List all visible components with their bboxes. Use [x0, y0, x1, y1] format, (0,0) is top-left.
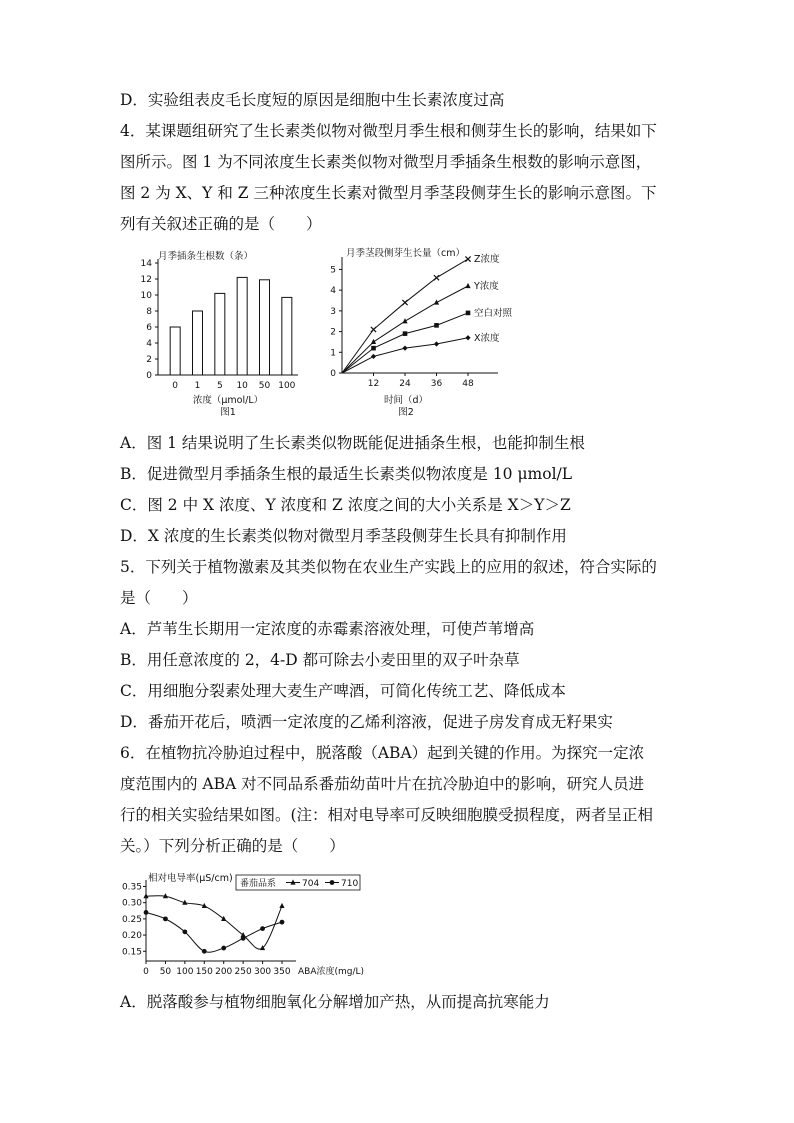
question-line: A．图 1 结果说明了生长素类似物既能促进插条生根，也能抑制生根	[120, 434, 585, 452]
data-point	[402, 346, 407, 351]
x-tick-label: 12	[367, 379, 380, 389]
line-chart-conductivity	[122, 872, 364, 977]
y-tick-label: 2	[330, 327, 336, 338]
series-label: Y浓度	[474, 281, 499, 292]
data-point	[465, 335, 470, 340]
bar	[215, 293, 225, 375]
x-tick-label: 50	[258, 381, 271, 391]
x-tick-label: 5	[216, 381, 223, 391]
series-line	[342, 286, 468, 373]
question-line: D．实验组表皮毛长度短的原因是细胞中生长素浓度过高	[120, 91, 505, 109]
legend-label: 704	[302, 879, 320, 889]
y-tick-label: 0	[330, 369, 336, 379]
figure-caption: 图2	[398, 407, 414, 418]
x-tick-label: 100	[176, 967, 194, 977]
x-tick-label: 50	[159, 967, 172, 977]
bar	[282, 297, 292, 375]
bar	[237, 277, 247, 375]
question-line: 图 2 为 X、Y 和 Z 三种浓度生长素对微型月季茎段侧芽生长的影响示意图。下	[120, 184, 657, 202]
data-point	[371, 327, 376, 332]
data-point	[163, 916, 168, 921]
x-tick-label: 0	[143, 967, 149, 977]
data-point	[241, 936, 246, 941]
figure-1-2	[120, 243, 520, 423]
data-point	[280, 920, 285, 925]
bar	[170, 327, 180, 375]
y-tick-label: 0	[146, 371, 152, 381]
question-line: 关。）下列分析正确的是（ ）	[120, 837, 345, 855]
series-label: Z浓度	[474, 254, 500, 266]
question-line: A．脱落酸参与植物细胞氧化分解增加产热，从而提高抗寒能力	[120, 993, 550, 1011]
x-tick-label: 350	[273, 967, 291, 977]
figure-caption: 图1	[220, 407, 236, 418]
x-axis-label: ABA浓度(mg/L)	[298, 967, 365, 977]
question-line: 图所示。图 1 为不同浓度生长素类似物对微型月季插条生根数的影响示意图，	[120, 153, 652, 171]
y-tick-label: 2	[146, 355, 152, 365]
question-line: A．芦苇生长期用一定浓度的赤霉素溶液处理，可使芦苇增高	[120, 620, 535, 638]
series-label: X浓度	[474, 332, 500, 344]
x-tick-label: 24	[399, 379, 411, 389]
question-line: D．X 浓度的生长素类似物对微型月季茎段侧芽生长具有抑制作用	[120, 527, 567, 545]
x-tick-label: 36	[430, 379, 443, 389]
legend-title: 番茄品系	[240, 879, 277, 889]
x-tick-label: 0	[172, 381, 179, 391]
data-point	[434, 341, 439, 346]
line-chart-bud-growth	[330, 247, 512, 418]
data-point	[371, 339, 376, 344]
data-point	[371, 346, 376, 351]
x-tick-label: 1	[194, 381, 201, 391]
bar	[193, 311, 203, 375]
y-tick-label: 0.25	[121, 914, 142, 925]
y-tick-label: 0.35	[121, 882, 142, 893]
data-point	[202, 949, 207, 954]
x-tick-label: 10	[236, 381, 248, 391]
data-point	[221, 946, 226, 951]
y-tick-label: 4	[330, 286, 336, 297]
question-line: 6．在植物抗冷胁迫过程中，脱落酸（ABA）起到关键的作用。为探究一定浓	[120, 744, 645, 762]
question-line: 行的相关实验结果如图。(注：相对电导率可反映细胞膜受损程度，两者呈正相	[120, 806, 654, 824]
bar-chart-root-count	[141, 250, 298, 418]
legend-label: 710	[341, 879, 359, 889]
data-point	[182, 929, 187, 934]
data-point	[221, 916, 226, 921]
question-line: C．图 2 中 X 浓度、Y 浓度和 Z 浓度之间的大小关系是 X＞Y＞Z	[120, 496, 571, 514]
data-point	[434, 275, 439, 280]
data-point	[403, 331, 408, 336]
y-axis-label: 相对电导率(μS/cm)	[148, 873, 233, 884]
y-tick-label: 12	[140, 275, 152, 285]
x-tick-label: 48	[462, 379, 474, 389]
x-tick-label: 150	[195, 967, 213, 977]
legend-marker	[330, 880, 335, 885]
y-tick-label: 6	[146, 323, 152, 333]
question-line: 4．某课题组研究了生长素类似物对微型月季生根和侧芽生长的影响，结果如下	[120, 122, 657, 140]
chart-title: 月季茎段侧芽生长量（cm）	[346, 248, 465, 259]
y-tick-label: 4	[146, 339, 152, 349]
x-tick-label: 100	[278, 381, 296, 391]
y-tick-label: 14	[140, 259, 152, 269]
data-point	[402, 300, 407, 305]
question-line: 列有关叙述正确的是（ ）	[120, 215, 322, 233]
x-axis-label: 浓度（μmol/L）	[192, 395, 264, 406]
y-tick-label: 3	[330, 306, 336, 317]
data-point	[465, 256, 470, 261]
y-tick-label: 5	[330, 265, 336, 276]
data-point	[465, 283, 470, 288]
data-point	[260, 926, 265, 931]
y-tick-label: 0.15	[121, 947, 142, 958]
question-line: D．番茄开花后，喷洒一定浓度的乙烯利溶液，促进子房发育成无籽果实	[120, 713, 613, 731]
question-line: 度范围内的 ABA 对不同品系番茄幼苗叶片在抗冷胁迫中的影响，研究人员进	[120, 775, 645, 793]
y-tick-label: 8	[146, 307, 152, 317]
bar	[260, 280, 270, 375]
y-tick-label: 10	[140, 291, 152, 301]
data-point	[144, 910, 149, 915]
y-tick-label: 1	[330, 348, 336, 359]
y-tick-label: 0.30	[121, 898, 142, 909]
x-tick-label: 200	[215, 967, 233, 977]
data-point	[466, 311, 471, 316]
x-tick-label: 300	[253, 967, 272, 977]
series-line	[146, 896, 282, 949]
question-line: C．用细胞分裂素处理大麦生产啤酒，可简化传统工艺、降低成本	[120, 682, 566, 700]
data-point	[279, 903, 284, 908]
question-line: B．促进微型月季插条生根的最适生长素类似物浓度是 10 μmol/L	[120, 465, 573, 483]
x-tick-label: 250	[234, 967, 252, 977]
y-tick-label: 0.20	[121, 931, 142, 942]
chart-title: 月季插条生根数（条）	[158, 251, 254, 262]
data-point	[371, 354, 376, 359]
data-point	[434, 323, 439, 328]
series-line	[342, 259, 468, 373]
question-line: B．用任意浓度的 2，4-D 都可除去小麦田里的双子叶杂草	[120, 651, 520, 669]
question-line: 5．下列关于植物激素及其类似物在农业生产实践上的应用的叙述，符合实际的	[120, 558, 657, 576]
series-label: 空白对照	[474, 307, 513, 319]
question-line: 是（ ）	[120, 589, 198, 607]
figure-aba	[120, 866, 370, 981]
x-axis-label: 时间（d）	[383, 395, 429, 406]
series-line	[342, 338, 468, 373]
